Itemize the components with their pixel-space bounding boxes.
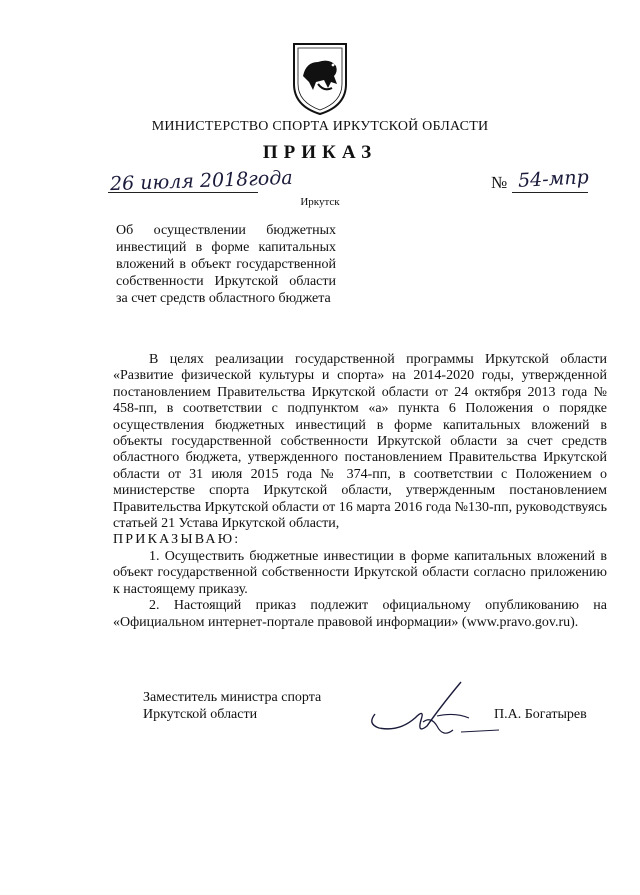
handwritten-signature	[365, 676, 505, 746]
order-item-2: 2. Настоящий приказ подлежит официальному опубликованию на «Официальном интернет-портале правовой информации» (www.pravo.gov.ru).	[113, 598, 607, 630]
signer-position	[143, 689, 321, 723]
ministry-name: МИНИСТЕРСТВО СПОРТА ИРКУТСКОЙ ОБЛАСТИ	[151, 119, 489, 134]
document-body	[113, 352, 607, 631]
handwritten-date: 26 июля 2018года	[109, 166, 294, 196]
date-underline	[108, 192, 258, 193]
signer-position-line-1: Заместитель министра спорта	[143, 690, 322, 705]
document-type-title: ПРИКАЗ	[262, 142, 378, 163]
city-name: Иркутск	[300, 196, 340, 208]
number-label: №	[491, 173, 508, 192]
signer-name: П.А. Богатырев	[494, 707, 587, 722]
document-subject: Об осуществлении бюджетных инвестиций в форме капитальных вложений в объект государственной собственности Иркутской области за счет средств областного бюджета	[116, 223, 336, 306]
signer-position-line-2: Иркутской области	[143, 707, 258, 722]
order-item-1: 1. Осуществить бюджетные инвестиции в форме капитальных вложений в объект государственной собственности Иркутской области согласно приложению к настоящему приказу.	[113, 548, 607, 597]
number-underline	[512, 192, 588, 193]
coat-of-arms-icon	[288, 40, 352, 116]
preamble-paragraph: В целях реализации государственной программы Иркутской области «Развитие физической культуры и спорта» на 2014-2020 годы, утвержденной постановлением Правительства Иркутской области от 24 октября 2013 года № 458-пп, в соответствии с подпунктом «а» пункта 6 Положения о порядке осуществления бюджетных инвестиций в форме капитальных вложений в объекты государственной собственности Иркутской области за счет средств областного бюджета, утвержденного постановлением Правительства Иркутской области от 31 июля 2015 года № 374-пп, в соответствии с Положением о министерстве спорта Иркутской области, утвержденным постановлением Правительства Иркутской области от 16 марта 2016 года №130-пп, руководствуясь статьей 21 Устава Иркутской области,	[113, 352, 607, 532]
order-word: ПРИКАЗЫВАЮ:	[113, 532, 241, 548]
handwritten-number: 54-мпр	[517, 166, 590, 192]
